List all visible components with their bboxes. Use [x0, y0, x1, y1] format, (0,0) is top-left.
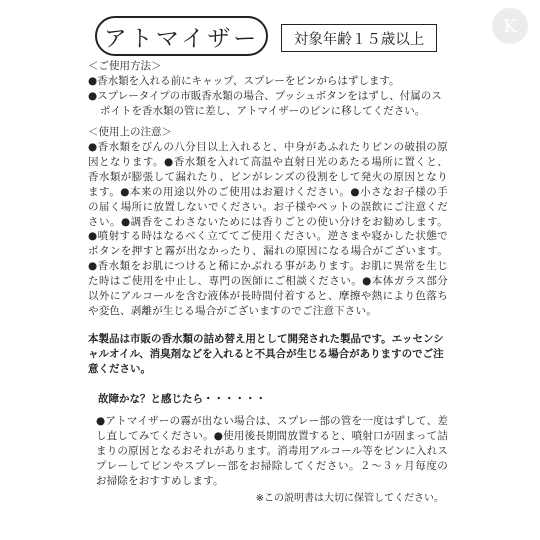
caution-heading: ＜使用上の注意＞	[88, 126, 172, 138]
usage-item: ●スプレータイプの市販香水類の場合、プッシュボタンをはずし、付属のスポイトを香水類の管に差し、アトマイザーのビンに移してください。	[88, 90, 442, 117]
brand-logo: K	[492, 8, 528, 44]
troubleshoot-body: ●アトマイザーの霧が出ない場合は、スプレー部の管を一度はずして、差し直してみてください。●使用後長期間放置すると、噴射口が固まって詰まりの原因となるおそれがあります。消毒用アルコール等をビンに入れスプレーしてビンやスプレー部をお掃除してください。２～３ヶ月毎度のお掃除をおすすめします。	[96, 414, 448, 487]
instruction-content	[88, 59, 448, 506]
usage-heading: ＜ご使用方法＞	[88, 60, 162, 72]
refill-note: 本製品は市販の香水類の詰め替え用として開発された製品です。エッセンシャルオイル、消臭剤などを入れると不具合が生じる場合がありますのでご注意ください。	[88, 332, 444, 375]
keep-instructions-note: ※この説明書は大切に保管してください。	[255, 492, 444, 504]
product-title: アトマイザー	[95, 16, 268, 56]
usage-list	[88, 74, 448, 119]
troubleshoot-heading: 故障かな？と感じたら・・・・・・	[98, 392, 266, 405]
caution-body: ●香水類をびんの八分目以上入れると、中身があふれたりビンの破損の原因となります。●香水類を入れて高温や直射日光のあたる場所に置くと、香水類が膨張して漏れたり、ビンがレンズの役割をして発火の原因となります。●本来の用途以外のご使用はお避けください。●小さなお子様の手の届く場所に放置しないでください。お子様やペットの誤飲にご注意ください。●調香をこわさないためには香りごとの使い分けをお勧めします。●噴射する時はなるべく立ててご使用ください。逆さまや寝かした状態でボタンを押すと霧が出なかったり、漏れの原因になる場合がございます。●香水類をお肌につけると稀にかぶれる事があります。お肌に異常を生じた時はご使用を中止し、専門の医師にご相談ください。●本体ガラス部分以外にアルコールを含む液体が長時間付着すると、摩擦や熱により色落ちや変色、剥離が生じる場合がございますのでご注意下さい。	[88, 141, 448, 317]
usage-item: ●香水類を入れる前にキャップ、スプレーをビンからはずします。	[88, 75, 400, 87]
age-rating-label: 対象年齢１５歳以上	[281, 24, 437, 52]
